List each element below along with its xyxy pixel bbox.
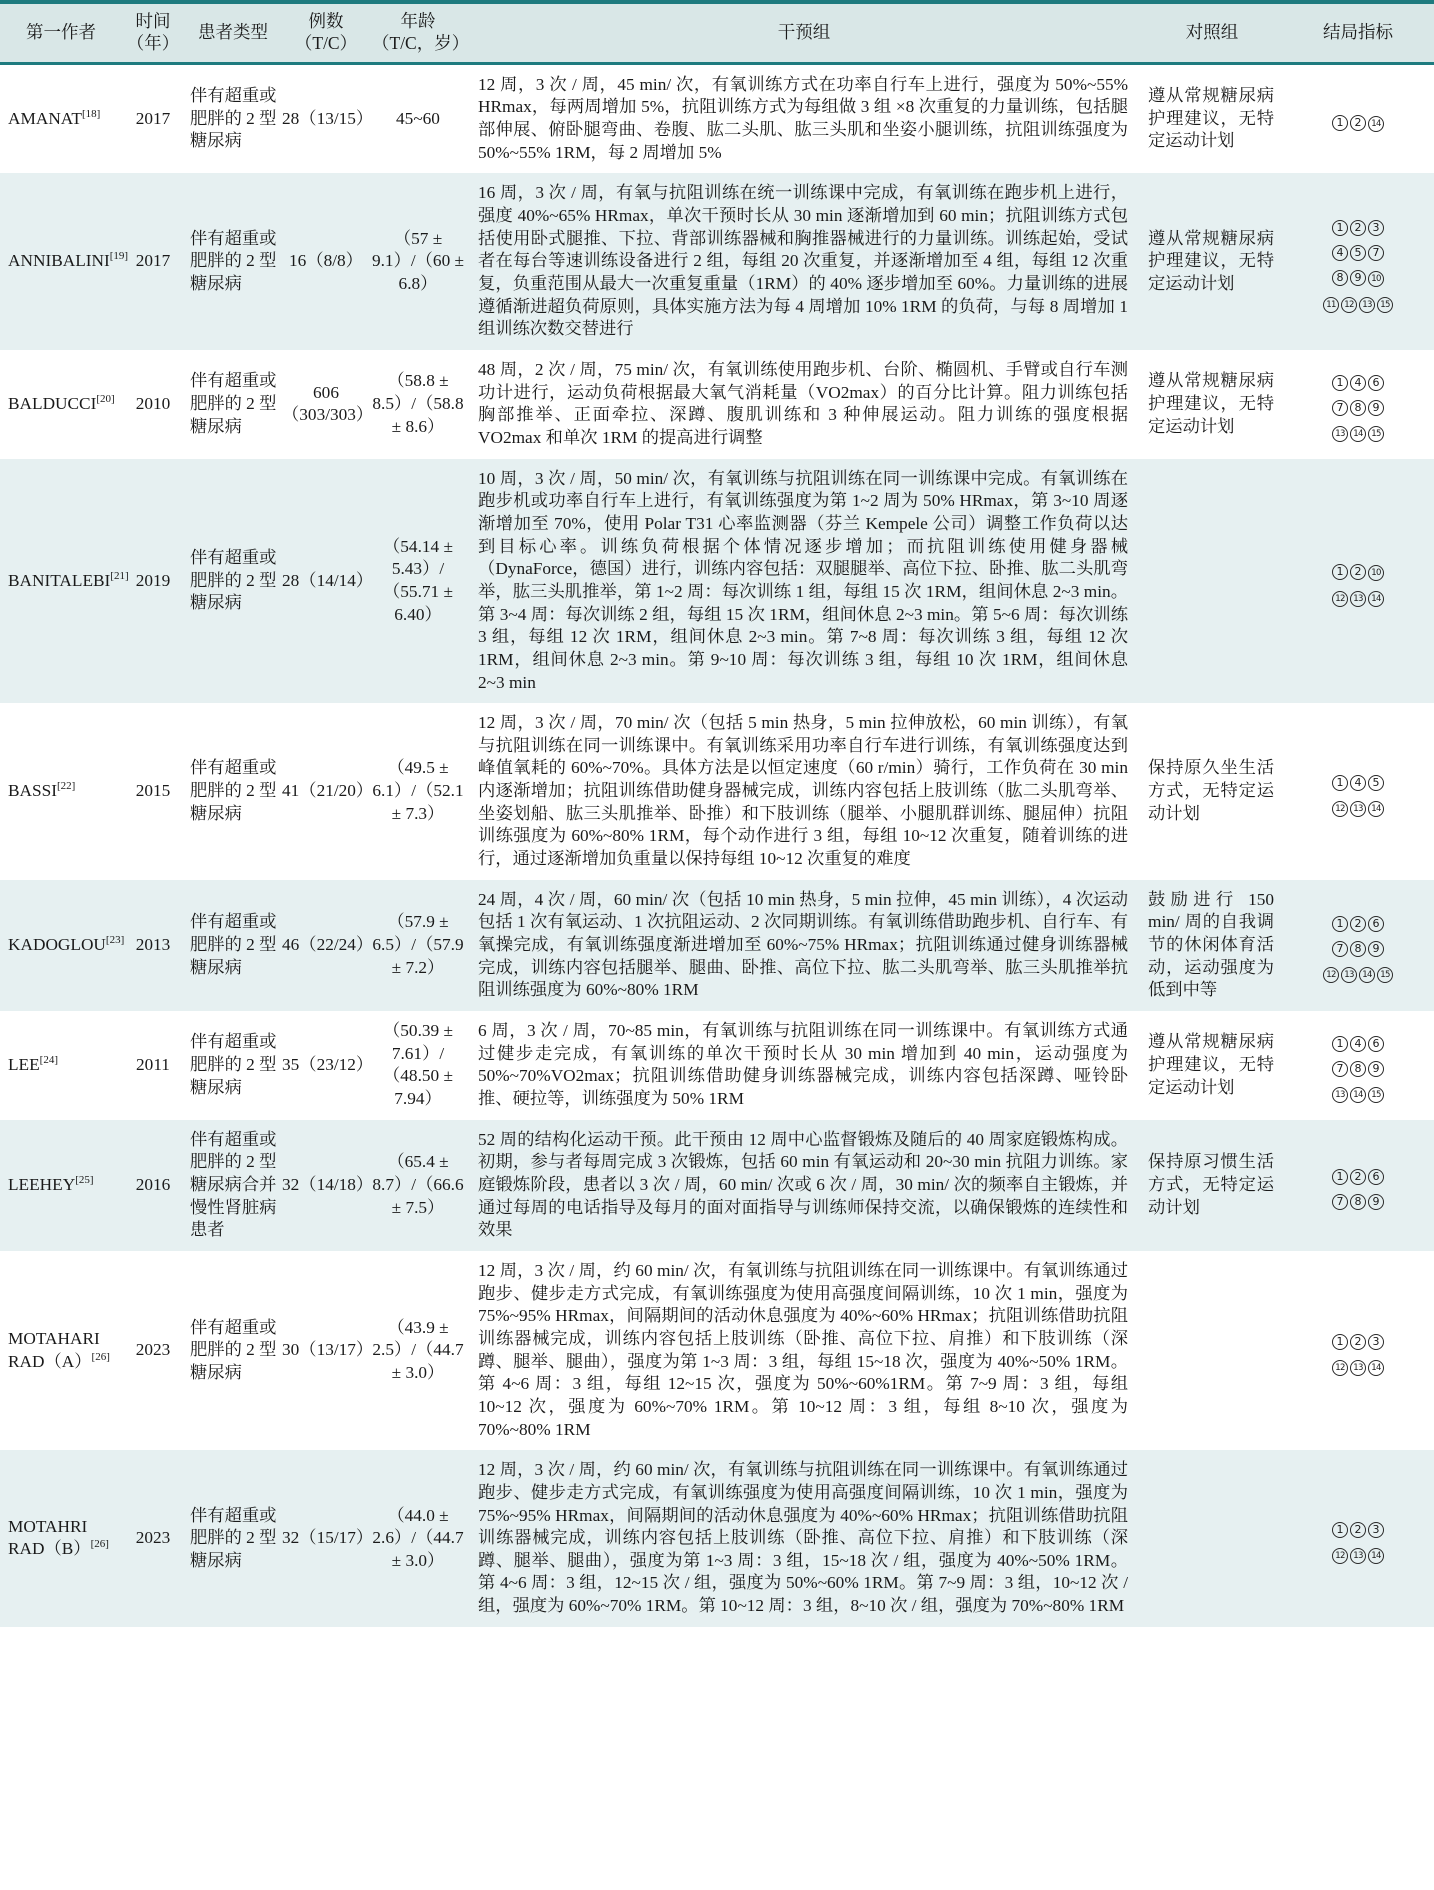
outcome-indicator-line	[1284, 366, 1432, 391]
circled-number-1: 1	[1332, 220, 1348, 236]
circled-number-12: 12	[1332, 591, 1348, 607]
circled-number-13: 13	[1359, 297, 1375, 313]
control-group-cell	[1142, 1450, 1282, 1627]
outcome-indicators-cell	[1282, 1251, 1434, 1450]
control-group-cell: 遵从常规糖尿病护理建议，无特定运动计划	[1148, 86, 1274, 151]
circled-number-1: 1	[1332, 775, 1348, 791]
circled-number-6: 6	[1368, 916, 1384, 932]
circled-number-12: 12	[1323, 967, 1339, 983]
author-cell	[0, 880, 125, 1011]
intervention-cell: 48 周，2 次 / 周，75 min/ 次，有氧训练使用跑步机、台阶、椭圆机、手臂或自行车测功计进行，运动负荷根据最大氧气消耗量（VO2max）的百分比计算。阻力训练包括胸部推举、正面牵拉、深蹲、腹肌训练和 3 种伸展运动。阻力训练的强度根据 VO2max 和单次 1RM 的提高进行调整	[478, 359, 1128, 447]
author-name: BANITALEBI	[8, 570, 111, 590]
outcome-indicators-cell	[1282, 1011, 1434, 1120]
control-group-cell: 遵从常规糖尿病护理建议，无特定运动计划	[1148, 228, 1274, 293]
circled-number-2: 2	[1350, 1334, 1366, 1350]
year-cell: 2023	[135, 1528, 171, 1548]
outcome-indicators-cell	[1282, 63, 1434, 173]
reference-superscript: [18]	[81, 107, 101, 120]
intervention-cell: 12 周，3 次 / 周，70 min/ 次（包括 5 min 热身，5 min 拉伸放松，60 min 训练），有氧与抗阻训练在同一训练课中。有氧训练采用功率自行车进行训练，有氧训练强度达到峰值氧耗的 60%~70%。具体方法是以恒定速度（60 r/min）骑行，工作负荷在 30 min 内逐渐增加；抗阻训练借助健身器械完成，训练内容包括上肢训练（肱二头肌弯举、坐姿划船、肱三头肌推举、卧推）和下肢训练（腿举、小腿肌群训练、腿屈伸）抗阻训练强度为 60%~80% 1RM，每个动作进行 3 组，每组 10~12 次重复，随着训练的进行，通过逐渐增加负重量以保持每组 10~12 次重复的难度	[478, 713, 1128, 869]
author-cell	[0, 63, 122, 173]
outcome-indicator-line	[1284, 391, 1432, 416]
intervention-cell: 6 周，3 次 / 周，70~85 min，有氧训练与抗阻训练在同一训练课中。有氧训练方式通过健步走完成，有氧训练的单次干预时长从 30 min 增加到 40 min，运动强度为 50%~70%VO2max；抗阻训练借助健身训练器械完成，训练内容包括深蹲、哑铃卧推、硬拉等，训练强度为 50% 1RM	[478, 1021, 1128, 1108]
circled-number-1: 1	[1332, 564, 1348, 580]
reference-superscript: [24]	[39, 1054, 58, 1067]
age-cell: （54.14 ± 5.43）/（55.71 ± 6.40）	[383, 536, 453, 624]
table-header	[0, 2, 1434, 63]
outcome-indicators-cell	[1282, 880, 1434, 1011]
circled-number-1: 1	[1332, 1522, 1348, 1538]
circled-number-13: 13	[1332, 1087, 1348, 1103]
outcome-indicators-cell	[1282, 703, 1434, 880]
table-row	[0, 1450, 1434, 1627]
reference-superscript: [26]	[90, 1538, 109, 1551]
outcome-indicator-line	[1284, 261, 1432, 287]
circled-number-4: 4	[1350, 775, 1366, 791]
outcome-indicators-cell	[1282, 173, 1434, 350]
author-name: BALDUCCI	[8, 393, 97, 413]
author-cell	[0, 173, 129, 350]
reference-superscript: [25]	[75, 1174, 94, 1187]
author-name: MOTAHRI RAD（B）	[8, 1516, 91, 1559]
author-cell	[0, 1450, 122, 1627]
outcome-indicator-line	[1284, 236, 1432, 261]
year-cell: 2017	[135, 108, 171, 128]
cases-cell: 28（14/14）	[282, 570, 374, 590]
circled-number-14: 14	[1368, 591, 1384, 607]
age-cell: （57 ± 9.1）/（60 ± 6.8）	[371, 228, 465, 293]
age-cell: 45~60	[396, 108, 440, 128]
circled-number-6: 6	[1368, 1036, 1384, 1052]
intervention-cell: 10 周，3 次 / 周，50 min/ 次，有氧训练与抗阻训练在同一训练课中完成。有氧训练在跑步机或功率自行车上进行，有氧训练强度为第 1~2 周为 50% HRmax，第 3~10 周逐渐增加至 70%，使用 Polar T31 心率监测器（芬兰 Kempele 公司）调整工作负荷以达到目标心率。训练负荷根据个体情况逐步增加；而抗阻训练使用健身器械（DynaForce，德国）进行，训练内容包括：双腿腿举、高位下拉、卧推、肱二头肌弯举，肱三头肌推举，第 1~2 周：每次训练 1 组，每组 15 次 1RM，组间休息 2~3 min。第 3~4 周：每次训练 2 组，每组 15 次 1RM，组间休息 2~3 min。第 5~6 周：每次训练 3 组，每组 12 次 1RM，组间休息 2~3 min。第 7~8 周：每次训练 3 组，每组 12 次 1RM，组间休息 2~3 min。第 9~10 周：每次训练 3 组，每组 10 次 1RM，组间休息 2~3 min	[478, 468, 1128, 692]
circled-number-7: 7	[1332, 1061, 1348, 1077]
age-cell: （50.39 ± 7.61）/（48.50 ± 7.94）	[383, 1021, 453, 1108]
age-cell: （43.9 ± 2.5）/（44.7 ± 3.0）	[372, 1317, 464, 1382]
table-body	[0, 63, 1434, 1627]
author-cell	[0, 1120, 122, 1251]
reference-superscript: [19]	[109, 250, 129, 263]
table-row	[0, 1251, 1434, 1450]
reference-superscript: [20]	[96, 393, 115, 406]
col-header-cases: 例数 （T/C）	[282, 2, 370, 63]
reference-superscript: [23]	[105, 934, 125, 947]
outcome-indicator-line	[1284, 106, 1432, 132]
outcome-indicators-cell	[1282, 350, 1434, 459]
circled-number-9: 9	[1368, 1194, 1384, 1210]
circled-number-8: 8	[1332, 270, 1348, 286]
outcome-indicator-line	[1284, 791, 1432, 817]
author-cell	[0, 459, 129, 704]
outcome-indicator-line	[1284, 766, 1432, 791]
cases-cell: 41（21/20）	[282, 781, 374, 801]
circled-number-8: 8	[1350, 1194, 1366, 1210]
patient-type-cell: 伴有超重或肥胖的 2 型糖尿病	[190, 371, 277, 436]
circled-number-15: 15	[1368, 426, 1384, 442]
circled-number-9: 9	[1350, 270, 1366, 286]
circled-number-10: 10	[1368, 271, 1384, 287]
control-group-cell: 保持原久坐生活方式，无特定运动计划	[1148, 758, 1274, 823]
col-header-control: 对照组	[1142, 2, 1282, 63]
circled-number-1: 1	[1332, 1169, 1348, 1185]
circled-number-12: 12	[1332, 801, 1348, 817]
col-header-age: 年龄 （T/C，岁）	[370, 2, 466, 63]
outcome-indicator-line	[1284, 1027, 1432, 1052]
circled-number-7: 7	[1332, 1194, 1348, 1210]
author-name: AMANAT	[8, 108, 82, 128]
year-cell: 2016	[135, 1174, 171, 1194]
circled-number-12: 12	[1332, 1360, 1348, 1376]
outcome-indicator-line	[1284, 1077, 1432, 1103]
outcome-indicator-line	[1284, 932, 1432, 957]
patient-type-cell: 伴有超重或肥胖的 2 型糖尿病	[190, 1505, 277, 1570]
author-name: ANNIBALINI	[8, 251, 110, 271]
outcome-indicator-line	[1284, 1538, 1432, 1564]
author-cell	[0, 703, 122, 880]
circled-number-5: 5	[1350, 245, 1366, 261]
outcome-indicator-line	[1284, 581, 1432, 607]
circled-number-7: 7	[1332, 941, 1348, 957]
circled-number-4: 4	[1332, 245, 1348, 261]
circled-number-14: 14	[1359, 967, 1375, 983]
outcome-indicators-cell	[1282, 1450, 1434, 1627]
col-header-year: 时间 （年）	[122, 2, 184, 63]
circled-number-15: 15	[1377, 297, 1393, 313]
author-name: MOTAHARI RAD（A）	[8, 1328, 100, 1371]
year-cell: 2010	[135, 393, 171, 413]
cases-cell: 46（22/24）	[282, 935, 374, 955]
table-row	[0, 1120, 1434, 1251]
reference-superscript: [26]	[91, 1350, 110, 1363]
circled-number-8: 8	[1350, 941, 1366, 957]
intervention-cell: 12 周，3 次 / 周，约 60 min/ 次，有氧训练与抗阻训练在同一训练课中。有氧训练通过跑步、健步走方式完成，有氧训练强度为使用高强度间隔训练，10 次 1 min，强度为 75%~95% HRmax，间隔期间的活动休息强度为 40%~60% HRmax；抗阻训练借助抗阻训练器械完成，训练内容包括上肢训练（卧推、高位下拉、肩推）和下肢训练（深蹲、腿举、腿曲），强度为第 1~3 周：3 组，每组 15~18 次，强度为 40%~50% 1RM。第 4~6 周：3 组，每组 12~15 次，强度为 50%~60%1RM。第 7~9 周：3 组，每组 10~12 次，强度为 60%~70% 1RM。第 10~12 周：3 组，每组 8~10 次，强度为 70%~80% 1RM	[478, 1260, 1128, 1439]
author-name: LEEHEY	[8, 1174, 76, 1194]
circled-number-8: 8	[1350, 1061, 1366, 1077]
circled-number-7: 7	[1332, 400, 1348, 416]
circled-number-4: 4	[1350, 375, 1366, 391]
circled-number-15: 15	[1377, 967, 1393, 983]
control-group-cell: 鼓励进行 150 min/ 周的自我调节的休闲体育活动，运动强度为低到中等	[1148, 889, 1274, 1000]
circled-number-7: 7	[1368, 245, 1384, 261]
control-group-cell	[1142, 459, 1282, 704]
outcome-indicator-line	[1284, 1350, 1432, 1376]
circled-number-14: 14	[1368, 1548, 1384, 1564]
cases-cell: 16（8/8）	[289, 251, 363, 271]
circled-number-8: 8	[1350, 400, 1366, 416]
author-name: KADOGLOU	[8, 935, 106, 955]
circled-number-12: 12	[1332, 1548, 1348, 1564]
year-cell: 2013	[135, 935, 171, 955]
circled-number-2: 2	[1350, 916, 1366, 932]
patient-type-cell: 伴有超重或肥胖的 2 型糖尿病	[190, 1032, 277, 1097]
circled-number-13: 13	[1350, 591, 1366, 607]
cases-cell: 32（15/17）	[282, 1528, 374, 1548]
outcome-indicators-cell	[1282, 1120, 1434, 1251]
circled-number-11: 11	[1323, 297, 1339, 313]
outcome-indicator-line	[1284, 1160, 1432, 1185]
circled-number-2: 2	[1350, 115, 1366, 131]
circled-number-2: 2	[1350, 564, 1366, 580]
age-cell: （44.0 ± 2.6）/（44.7 ± 3.0）	[372, 1505, 464, 1570]
table-row	[0, 459, 1434, 704]
outcome-indicator-line	[1284, 1052, 1432, 1077]
age-cell: （58.8 ± 8.5）/（58.8 ± 8.6）	[372, 371, 464, 436]
intervention-cell: 24 周，4 次 / 周，60 min/ 次（包括 10 min 热身，5 min 拉伸，45 min 训练），4 次运动包括 1 次有氧运动、1 次抗阻运动、2 次同期训练。有氧训练借助跑步机、自行车、有氧操完成，有氧训练强度渐进增加至 60%~75% HRmax；抗阻训练通过健身训练器械完成，训练内容包括腿举、腿曲、卧推、高位下拉、肱二头肌弯举、肱三头肌推举抗阻训练强度为 60%~80% 1RM	[478, 889, 1128, 1000]
cases-cell: 30（13/17）	[282, 1340, 374, 1360]
patient-type-cell: 伴有超重或肥胖的 2 型糖尿病	[190, 228, 277, 293]
col-header-intervention: 干预组	[466, 2, 1142, 63]
circled-number-2: 2	[1350, 220, 1366, 236]
circled-number-1: 1	[1332, 916, 1348, 932]
year-cell: 2023	[135, 1340, 171, 1360]
year-cell: 2019	[135, 570, 171, 590]
circled-number-15: 15	[1368, 1087, 1384, 1103]
circled-number-14: 14	[1368, 801, 1384, 817]
circled-number-2: 2	[1350, 1169, 1366, 1185]
author-name: LEE	[8, 1055, 40, 1075]
table-row	[0, 880, 1434, 1011]
patient-type-cell: 伴有超重或肥胖的 2 型糖尿病	[190, 86, 277, 151]
circled-number-12: 12	[1341, 297, 1357, 313]
circled-number-14: 14	[1368, 1360, 1384, 1376]
circled-number-6: 6	[1368, 375, 1384, 391]
outcome-indicator-line	[1284, 1513, 1432, 1538]
circled-number-13: 13	[1332, 426, 1348, 442]
col-header-patient: 患者类型	[184, 2, 282, 63]
circled-number-5: 5	[1368, 775, 1384, 791]
author-cell	[0, 1011, 122, 1120]
outcome-indicator-line	[1284, 211, 1432, 236]
circled-number-3: 3	[1368, 220, 1384, 236]
patient-type-cell: 伴有超重或肥胖的 2 型糖尿病合并慢性肾脏病患者	[190, 1129, 277, 1240]
circled-number-3: 3	[1368, 1334, 1384, 1350]
cases-cell: 32（14/18）	[282, 1174, 374, 1194]
year-cell: 2011	[136, 1055, 170, 1075]
circled-number-9: 9	[1368, 1061, 1384, 1077]
control-group-cell: 遵从常规糖尿病护理建议，无特定运动计划	[1148, 371, 1274, 436]
circled-number-14: 14	[1350, 426, 1366, 442]
reference-superscript: [22]	[56, 780, 76, 793]
patient-type-cell: 伴有超重或肥胖的 2 型糖尿病	[190, 547, 277, 613]
circled-number-1: 1	[1332, 1334, 1348, 1350]
header-row	[0, 2, 1434, 63]
cases-cell: 606（303/303）	[282, 382, 374, 425]
outcome-indicator-line	[1284, 1325, 1432, 1350]
circled-number-1: 1	[1332, 115, 1348, 131]
table-row	[0, 173, 1434, 350]
circled-number-13: 13	[1350, 801, 1366, 817]
table-row	[0, 1011, 1434, 1120]
circled-number-9: 9	[1368, 400, 1384, 416]
circled-number-10: 10	[1368, 565, 1384, 581]
reference-superscript: [21]	[110, 569, 129, 582]
control-group-cell: 保持原习惯生活方式，无特定运动计划	[1148, 1152, 1274, 1217]
year-cell: 2017	[135, 251, 171, 271]
circled-number-14: 14	[1350, 1087, 1366, 1103]
author-cell	[0, 1251, 122, 1450]
circled-number-14: 14	[1368, 116, 1384, 132]
col-header-outcome: 结局指标	[1282, 2, 1434, 63]
intervention-cell: 16 周，3 次 / 周，有氧与抗阻训练在统一训练课中完成，有氧训练在跑步机上进行，强度 40%~65% HRmax，单次干预时长从 30 min 逐渐增加到 60 min；抗阻训练方式包括使用卧式腿推、下拉、背部训练器械和胸推器械进行的力量训练。训练起始，受试者在每台等速训练设备进行 2 组，每组 20 次重复，并逐渐增加至 4 组，每组 12 次重复，负重范围从最大一次重复重量（1RM）的 40% 逐步增加至 60%。力量训练的进展遵循渐进超负荷原则，具体实施方法为每 4 周增加 10% 1RM 的负荷，与每 8 周增加 1 组训练次数交替进行	[478, 183, 1128, 339]
circled-number-1: 1	[1332, 1036, 1348, 1052]
age-cell: （57.9 ± 6.5）/（57.9 ± 7.2）	[372, 912, 464, 977]
outcome-indicator-line	[1284, 907, 1432, 932]
table-row	[0, 63, 1434, 173]
year-cell: 2015	[135, 781, 171, 801]
intervention-cell: 12 周，3 次 / 周，45 min/ 次，有氧训练方式在功率自行车上进行，强度为 50%~55% HRmax，每两周增加 5%，抗阻训练方式为每组做 3 组 ×8 次重复的力量训练，包括腿部伸展、俯卧腿弯曲、卷腹、肱二头肌、肱三头肌和坐姿小腿训练，抗阻训练强度为 50%~55% 1RM，每 2 周增加 5%	[478, 74, 1128, 162]
circled-number-13: 13	[1350, 1360, 1366, 1376]
circled-number-1: 1	[1332, 375, 1348, 391]
patient-type-cell: 伴有超重或肥胖的 2 型糖尿病	[190, 1317, 277, 1382]
circled-number-9: 9	[1368, 941, 1384, 957]
intervention-cell: 12 周，3 次 / 周，约 60 min/ 次，有氧训练与抗阻训练在同一训练课中。有氧训练通过跑步、健步走方式完成，有氧训练强度为使用高强度间隔训练，10 次 1 min，强度为 75%~95% HRmax，间隔期间的活动休息强度为 40%~60% HRmax；抗阻训练借助抗阻训练器械完成，训练内容包括上肢训练（卧推、高位下拉、肩推）和下肢训练（深蹲、腿举、腿曲），强度为第 1~3 周：3 组，15~18 次 / 组，强度为 40%~50% 1RM。第 4~6 周：3 组，12~15 次 / 组，强度为 50%~60% 1RM。第 7~9 周：3 组，10~12 次 / 组，强度为 60%~70% 1RM。第 10~12 周：3 组，8~10 次 / 组，强度为 70%~80% 1RM	[478, 1460, 1128, 1616]
outcome-indicator-line	[1284, 957, 1432, 983]
intervention-cell: 52 周的结构化运动干预。此干预由 12 周中心监督锻炼及随后的 40 周家庭锻炼构成。初期，参与者每周完成 3 次锻炼，包括 60 min 有氧运动和 20~30 min 抗阻力训练。家庭锻炼阶段，患者以 3 次 / 周，60 min/ 次或 6 次 / 周，30 min/ 次的频率自主锻炼，并通过每周的电话指导及每月的面对面指导与训练师保持交流，以确保锻炼的连续性和效果	[478, 1129, 1128, 1240]
cases-cell: 28（13/15）	[282, 108, 374, 128]
outcome-indicator-line	[1284, 1185, 1432, 1210]
circled-number-3: 3	[1368, 1522, 1384, 1538]
circled-number-13: 13	[1341, 967, 1357, 983]
circled-number-2: 2	[1350, 1522, 1366, 1538]
circled-number-6: 6	[1368, 1169, 1384, 1185]
circled-number-13: 13	[1350, 1548, 1366, 1564]
table-row	[0, 350, 1434, 459]
outcome-indicators-cell	[1282, 459, 1434, 704]
outcome-indicator-line	[1284, 555, 1432, 581]
patient-type-cell: 伴有超重或肥胖的 2 型糖尿病	[190, 912, 277, 977]
outcome-indicator-line	[1284, 287, 1432, 313]
table-row	[0, 703, 1434, 880]
patient-type-cell: 伴有超重或肥胖的 2 型糖尿病	[190, 758, 277, 823]
cases-cell: 35（23/12）	[282, 1055, 374, 1075]
age-cell: （65.4 ± 8.7）/（66.6 ± 7.5）	[372, 1152, 464, 1217]
control-group-cell	[1142, 1251, 1282, 1450]
author-cell	[0, 350, 122, 459]
author-name: BASSI	[8, 781, 57, 801]
control-group-cell: 遵从常规糖尿病护理建议，无特定运动计划	[1148, 1032, 1274, 1097]
circled-number-4: 4	[1350, 1036, 1366, 1052]
age-cell: （49.5 ± 6.1）/（52.1 ± 7.3）	[372, 758, 464, 823]
outcome-indicator-line	[1284, 416, 1432, 442]
col-header-author: 第一作者	[0, 2, 122, 63]
